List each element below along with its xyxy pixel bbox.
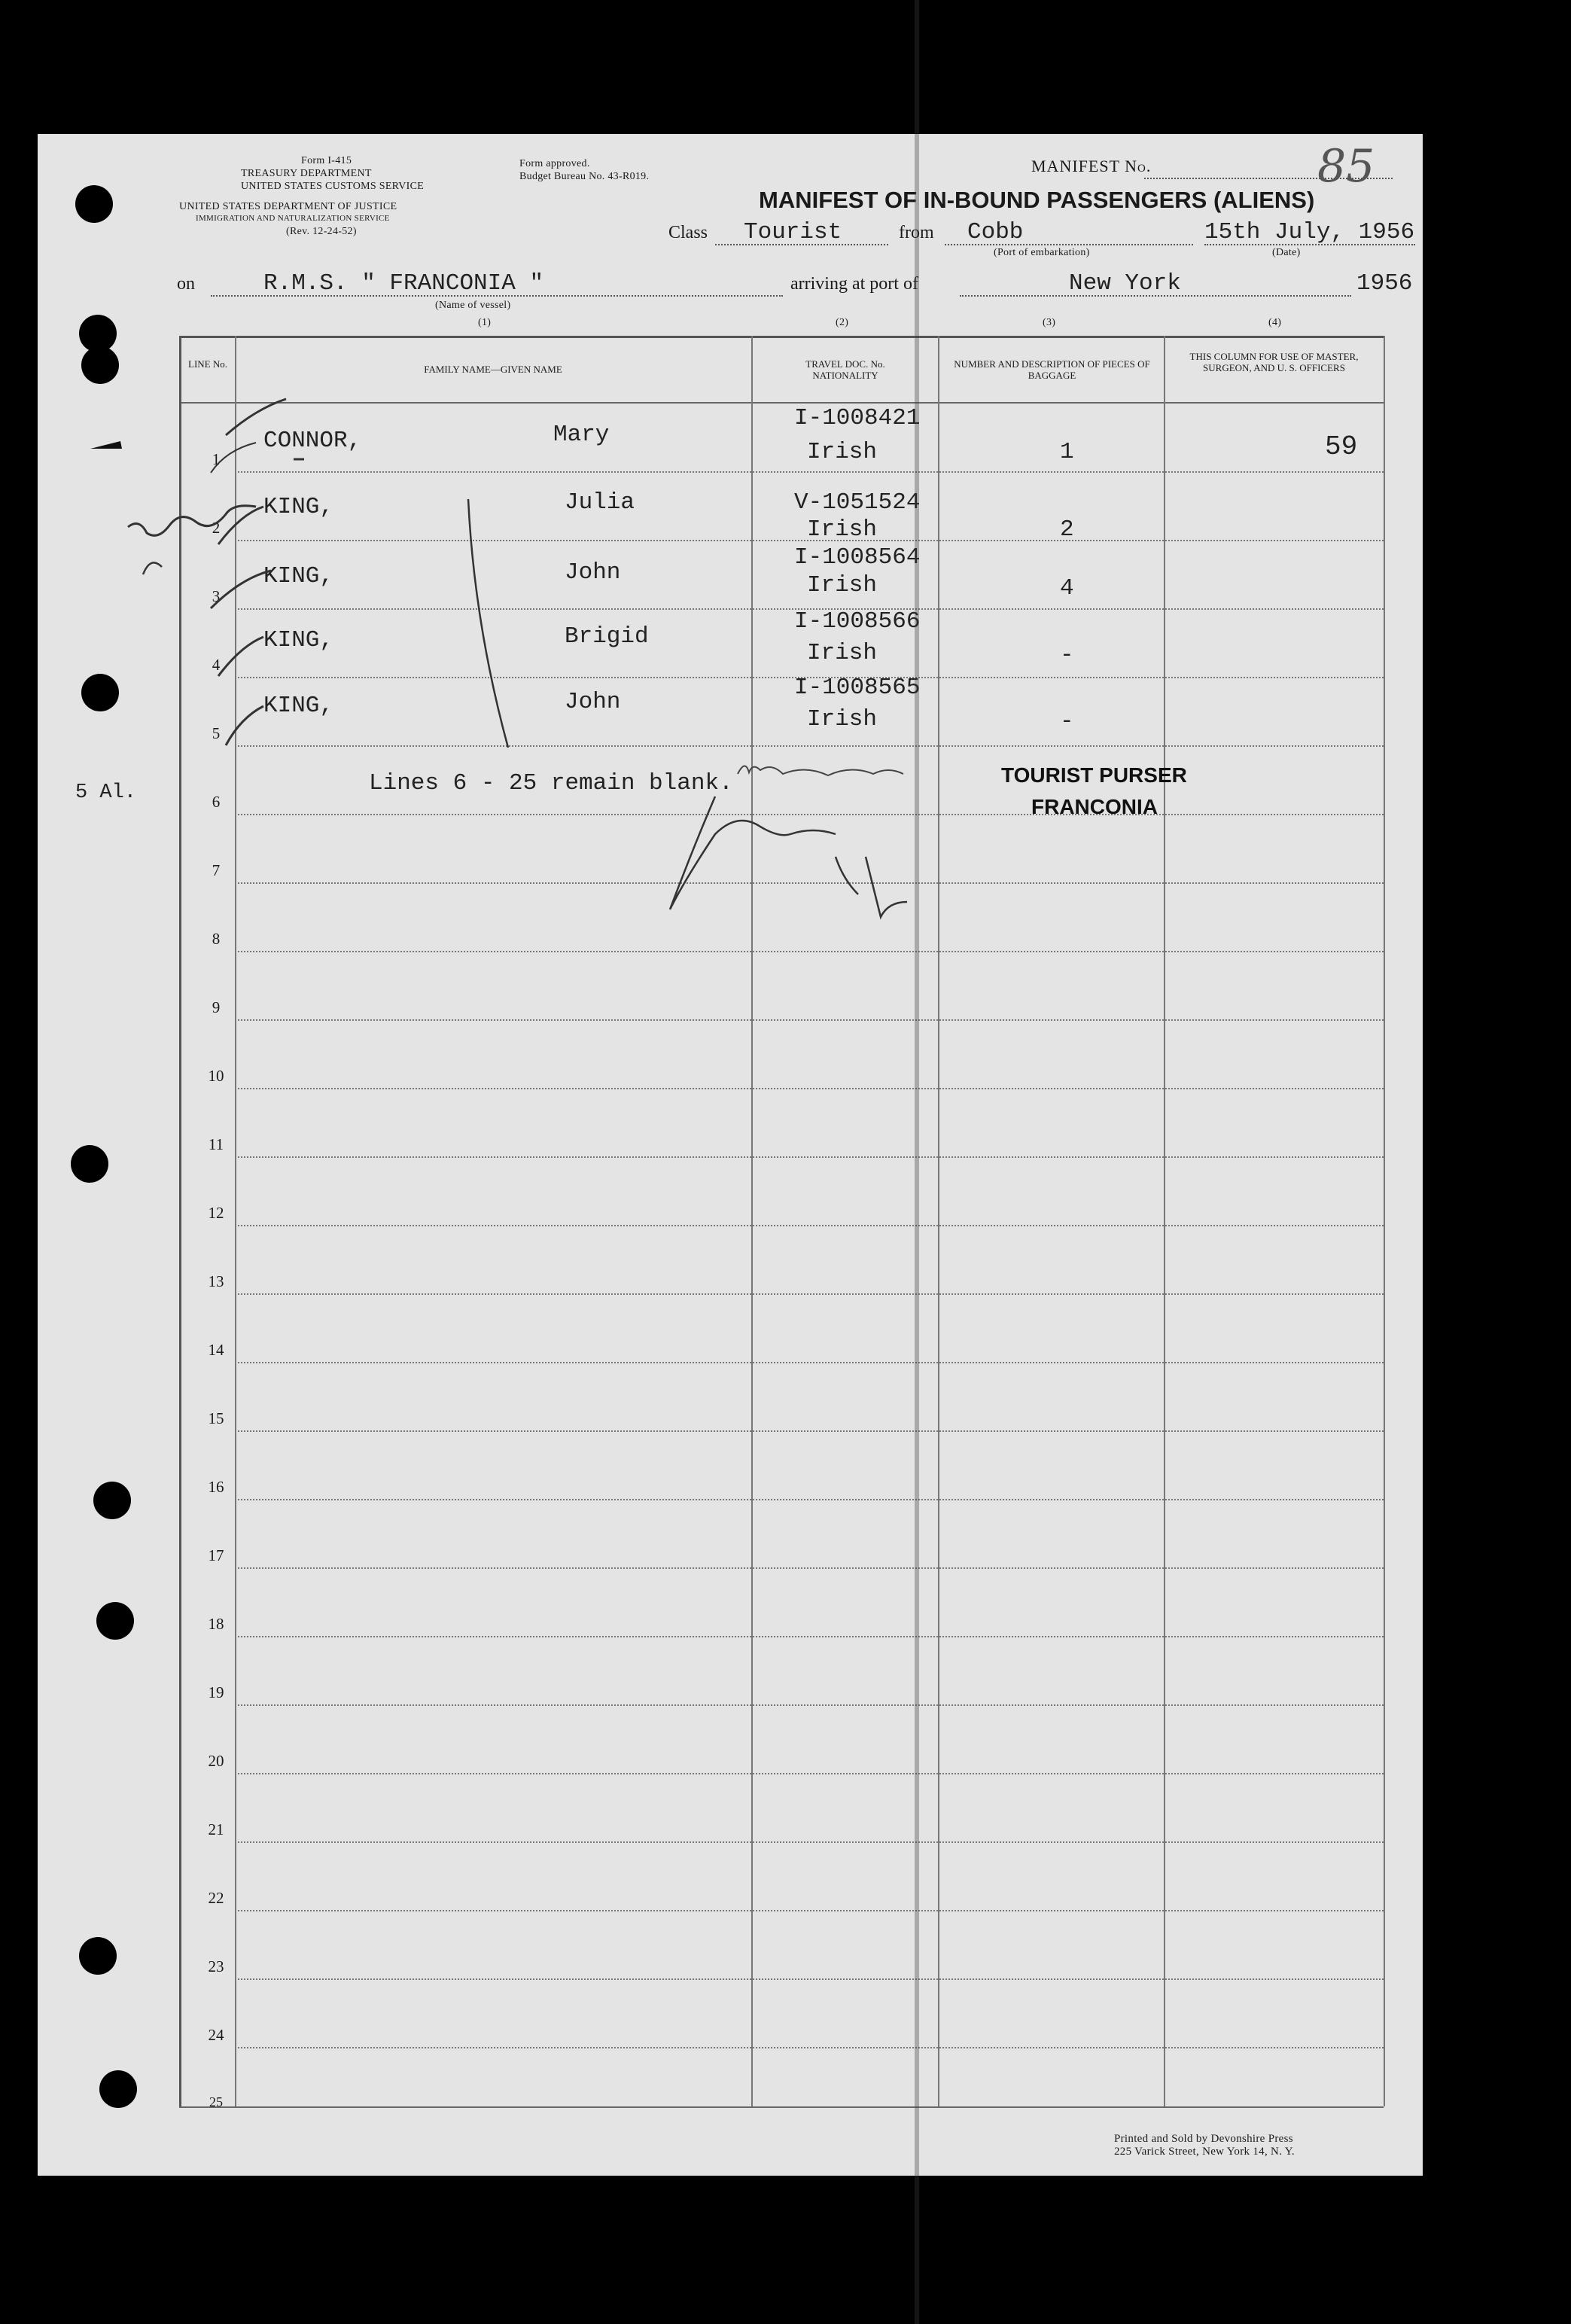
nationality: Irish	[807, 640, 878, 666]
nationality: Irish	[807, 439, 878, 465]
punch-hole	[93, 1482, 131, 1519]
from-label: from	[899, 223, 934, 242]
revision-date: (Rev. 12-24-52)	[286, 226, 357, 237]
nationality: Irish	[807, 572, 878, 599]
vessel-name: R.M.S. " FRANCONIA "	[263, 270, 544, 297]
line-number: 14	[208, 1341, 224, 1359]
family-name: KING,	[263, 494, 334, 520]
column-number-1: (1)	[478, 317, 492, 328]
travel-doc-number: I-1008421	[794, 405, 921, 431]
line-number: 20	[208, 1752, 224, 1770]
line-number: 2	[212, 519, 221, 537]
travel-doc-number: I-1008565	[794, 675, 921, 701]
baggage-count: 1	[1060, 439, 1074, 465]
column-number-4: (4)	[1268, 317, 1282, 328]
line-number: 13	[208, 1272, 224, 1290]
line-number: 25	[209, 2094, 223, 2109]
line-number: 8	[212, 930, 221, 948]
row-divider	[235, 1293, 1384, 1295]
line-number: 7	[212, 861, 221, 879]
line-number: 23	[208, 1957, 224, 1975]
column-number-3: (3)	[1043, 317, 1056, 328]
family-name: CONNOR,	[263, 428, 362, 454]
punch-hole	[99, 2070, 137, 2108]
row-divider	[235, 1773, 1384, 1774]
line-number: 16	[208, 1478, 224, 1496]
line-number: 9	[212, 998, 221, 1016]
manifest-page	[38, 134, 1423, 2176]
printer-line1: Printed and Sold by Devonshire Press	[1114, 2133, 1293, 2145]
travel-doc-number: V-1051524	[794, 489, 921, 516]
line-number: 18	[208, 1615, 224, 1633]
budget-bureau: Budget Bureau No. 43-R019.	[519, 171, 650, 182]
nationality: Irish	[807, 706, 878, 733]
header-officers: THIS COLUMN FOR USE OF MASTER, SURGEON, AND U. S. OFFICERS	[1189, 351, 1359, 373]
line-number: 22	[208, 1889, 224, 1907]
printer-line2: 225 Varick Street, New York 14, N. Y.	[1114, 2146, 1295, 2158]
vessel-caption: (Name of vessel)	[435, 300, 511, 311]
row-divider	[235, 1499, 1384, 1500]
blank-lines-note: Lines 6 - 25 remain blank.	[369, 770, 733, 796]
row-divider	[235, 1841, 1384, 1843]
form-number: Form I-415	[301, 155, 352, 166]
row-divider	[235, 1430, 1384, 1432]
manifest-number-label: MANIFEST No.	[1031, 157, 1152, 175]
line-number: 5	[212, 724, 221, 742]
line-number: 19	[208, 1683, 224, 1701]
immigration-service: IMMIGRATION AND NATURALIZATION SERVICE	[196, 214, 390, 223]
purser-stamp-line1: TOURIST PURSER	[1001, 763, 1187, 787]
row-divider	[235, 1019, 1384, 1021]
arriving-label: arriving at port of	[790, 274, 918, 294]
column-number-2: (2)	[836, 317, 849, 328]
punch-hole	[79, 1937, 117, 1975]
margin-note: 5 Al.	[75, 781, 137, 804]
travel-doc-number: I-1008566	[794, 608, 921, 635]
punch-hole	[96, 1602, 134, 1640]
form-approval: Form approved.	[519, 158, 590, 169]
travel-doc-number: I-1008564	[794, 544, 921, 571]
manifest-title: MANIFEST OF IN-BOUND PASSENGERS (ALIENS)	[759, 187, 1315, 213]
justice-department: UNITED STATES DEPARTMENT OF JUSTICE	[179, 201, 397, 212]
row-divider	[235, 1704, 1384, 1706]
family-name: KING,	[263, 627, 334, 653]
punch-hole	[94, 2249, 132, 2287]
header-travel-doc: TRAVEL DOC. No. NATIONALITY	[805, 358, 885, 381]
family-name: KING,	[263, 563, 334, 589]
line-number: 6	[212, 793, 221, 811]
line-number: 24	[208, 2026, 224, 2044]
line-number: 17	[208, 1546, 224, 1564]
given-name: John	[565, 559, 621, 586]
row-divider	[235, 1978, 1384, 1980]
officer-note: 59	[1325, 431, 1358, 462]
line-number: 1	[212, 450, 221, 468]
treasury-department: TREASURY DEPARTMENT	[241, 168, 372, 179]
customs-service: UNITED STATES CUSTOMS SERVICE	[241, 181, 425, 192]
row-divider	[235, 1636, 1384, 1637]
row-divider	[235, 2047, 1384, 2048]
on-label: on	[177, 274, 195, 294]
header-baggage: NUMBER AND DESCRIPTION OF PIECES OF BAGGAGE	[954, 358, 1150, 381]
line-number: 21	[208, 1820, 224, 1838]
line-number: 15	[208, 1409, 224, 1427]
header-family-name: FAMILY NAME—GIVEN NAME	[424, 364, 562, 375]
row-divider	[235, 1362, 1384, 1363]
line-number: 12	[208, 1204, 224, 1222]
handwriting-marks	[38, 134, 1423, 962]
line-number: 4	[212, 656, 221, 674]
row-divider	[235, 1156, 1384, 1158]
manifest-date: 15th July, 1956	[1204, 219, 1415, 245]
line-number: 11	[208, 1135, 224, 1153]
row-divider	[235, 1088, 1384, 1089]
given-name: Mary	[553, 422, 610, 448]
nationality: Irish	[807, 516, 878, 543]
row-divider	[235, 1910, 1384, 1911]
baggage-count: 2	[1060, 516, 1074, 543]
given-name: John	[565, 689, 621, 715]
arrival-year: 1956	[1356, 270, 1413, 297]
purser-stamp-line2: FRANCONIA	[1031, 795, 1158, 818]
given-name: Julia	[565, 489, 635, 516]
given-name: Brigid	[565, 623, 649, 650]
row-divider	[235, 1225, 1384, 1226]
manifest-number-value: 85	[1317, 140, 1375, 193]
baggage-count: 4	[1060, 575, 1074, 602]
line-number: 10	[208, 1067, 224, 1085]
punch-hole	[71, 1145, 108, 1183]
date-caption: (Date)	[1272, 247, 1301, 258]
table-bottom-border	[179, 2106, 1384, 2108]
class-value: Tourist	[744, 219, 842, 245]
class-label: Class	[668, 223, 708, 242]
row-divider	[235, 1567, 1384, 1569]
port-embarkation-caption: (Port of embarkation)	[994, 247, 1090, 258]
line-number: 3	[212, 587, 221, 605]
port-embarkation-value: Cobb	[967, 219, 1024, 245]
baggage-count: -	[1060, 642, 1074, 669]
arrival-port: New York	[1069, 270, 1181, 297]
family-name: KING,	[263, 693, 334, 719]
baggage-count: -	[1060, 708, 1074, 735]
scan-fold-line	[915, 0, 919, 2324]
header-line-no: LINE No.	[188, 358, 227, 370]
